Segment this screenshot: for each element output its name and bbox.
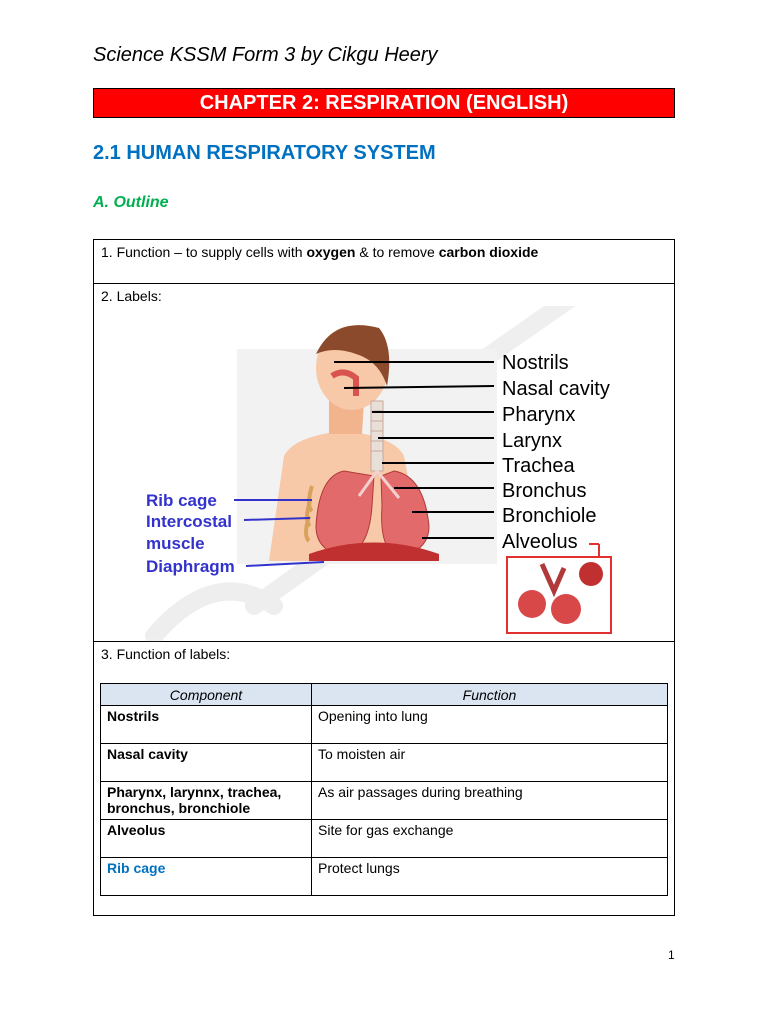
function-of-labels-heading: 3. Function of labels: (101, 646, 231, 662)
chapter-title: CHAPTER 2: RESPIRATION (ENGLISH) (93, 88, 675, 118)
diagram-label-larynx: Larynx (502, 430, 563, 452)
function-cell: Site for gas exchange (312, 820, 668, 858)
function-prefix: 1. Function – to supply cells with (101, 244, 307, 260)
header-component: Component (101, 684, 312, 706)
diagram-label-pharynx: Pharynx (502, 404, 576, 426)
section-title: 2.1 HUMAN RESPIRATORY SYSTEM (93, 142, 436, 164)
component-text: Nasal cavity (107, 746, 188, 762)
diagram-label-rib-cage: Rib cage (146, 491, 217, 510)
component-text: bronchus, bronchiole (107, 800, 251, 816)
table-row (101, 820, 668, 858)
function-cell: Protect lungs (312, 858, 668, 896)
diagram-label-nasal-cavity: Nasal cavity (502, 378, 610, 400)
labels-row (94, 284, 674, 642)
respiratory-diagram (94, 306, 674, 642)
table-row (101, 858, 668, 896)
function-table (100, 683, 668, 896)
document-header: Science KSSM Form 3 by Cikgu Heery (93, 44, 438, 66)
component-cell (101, 858, 312, 896)
diagram-label-nostrils: Nostrils (502, 352, 569, 374)
table-header-row (101, 684, 668, 706)
diagram-label-bronchus: Bronchus (502, 480, 587, 502)
labels-heading: 2. Labels: (101, 288, 162, 304)
component-text: Rib cage (107, 860, 166, 876)
table-row (101, 744, 668, 782)
component-text: Alveolus (107, 822, 166, 838)
function-co2: carbon dioxide (438, 244, 539, 260)
page-number: 1 (668, 948, 675, 962)
component-cell (101, 820, 312, 858)
function-cell: To moisten air (312, 744, 668, 782)
component-text: Nostrils (107, 708, 160, 724)
table-row (101, 782, 668, 820)
diagram-label-diaphragm: Diaphragm (146, 557, 235, 576)
function-cell: As air passages during breathing (312, 782, 668, 820)
component-text: Pharynx, larynnx, trachea, (107, 784, 282, 800)
function-row (94, 240, 674, 284)
diagram-label-muscle: muscle (146, 534, 205, 553)
table-row (101, 706, 668, 744)
diagram-label-alveolus: Alveolus (502, 531, 578, 553)
diagram-label-intercostal: Intercostal (146, 512, 232, 531)
subsection-title: A. Outline (93, 194, 169, 211)
function-cell: Opening into lung (312, 706, 668, 744)
function-of-labels-row (94, 642, 674, 916)
diagram-label-trachea: Trachea (502, 455, 575, 477)
component-cell (101, 744, 312, 782)
outline-table (93, 239, 675, 916)
function-oxygen: oxygen (306, 244, 356, 260)
component-cell (101, 782, 312, 820)
component-cell (101, 706, 312, 744)
alveolus-inset (507, 544, 611, 633)
diagram-label-bronchiole: Bronchiole (502, 505, 597, 527)
function-middle: & to remove (355, 244, 439, 260)
header-function: Function (312, 684, 668, 706)
